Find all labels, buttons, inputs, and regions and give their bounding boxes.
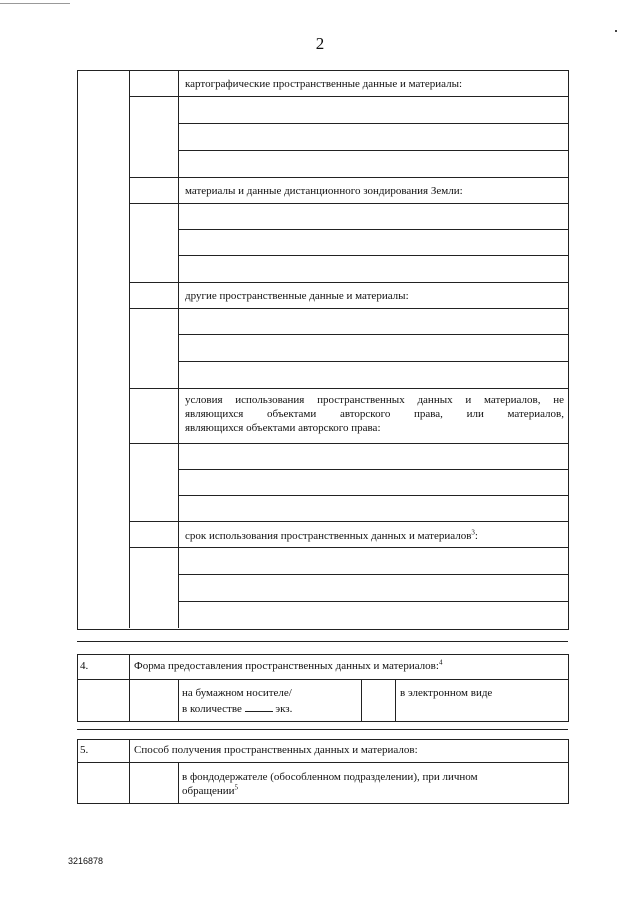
label-usage-conditions-line2: являющихся объектами авторского права, или материалов, xyxy=(185,408,564,420)
section-divider xyxy=(77,641,568,642)
row-sep xyxy=(129,388,568,389)
col-divider xyxy=(129,654,130,721)
option1-line2: обращении$^5$ xyxy=(182,783,238,797)
section4-title: Форма предоставления пространственных данных и материалов:$^4$ xyxy=(134,658,443,672)
col-divider-1 xyxy=(129,70,130,628)
row-sep xyxy=(129,203,568,204)
col-divider xyxy=(361,679,362,721)
label-remote-sensing: материалы и данные дистанционного зондирования Земли: xyxy=(185,185,463,197)
speck xyxy=(615,30,617,32)
blank-entry-line[interactable] xyxy=(178,255,568,256)
option1-line1: в фондодержателе (обособленном подразделении), при личном xyxy=(182,771,478,783)
row-sep xyxy=(129,443,568,444)
electronic-option: в электронном виде xyxy=(400,687,493,699)
blank-entry-line[interactable] xyxy=(178,361,568,362)
paper-option-line2: в количестве экз. xyxy=(182,703,293,715)
footnote-ref-5: 5 xyxy=(234,783,238,792)
section5-number: 5. xyxy=(80,744,89,756)
blank-entry-line[interactable] xyxy=(178,601,568,602)
col-divider xyxy=(178,762,179,803)
section4-number: 4. xyxy=(80,660,89,672)
document-id: 3216878 xyxy=(68,856,104,866)
blank-entry-line[interactable] xyxy=(178,123,568,124)
blank-entry-line[interactable] xyxy=(178,334,568,335)
row-sep xyxy=(129,96,568,97)
page-number: 2 xyxy=(315,34,325,53)
blank-entry-line[interactable] xyxy=(178,495,568,496)
section-divider xyxy=(77,729,568,730)
footnote-ref-3: 3 xyxy=(471,528,475,537)
label-usage-conditions-line3: являющихся объектами авторского права: xyxy=(185,422,381,434)
label-cartographic: картографические пространственные данные и материалы: xyxy=(185,78,463,90)
top-rule xyxy=(0,3,70,4)
col-divider xyxy=(129,739,130,803)
label-usage-conditions-line1: условия использования пространственных данных и материалов, не xyxy=(185,394,564,406)
row-sep xyxy=(77,679,568,680)
row-sep xyxy=(77,762,568,763)
row-sep xyxy=(129,282,568,283)
col-divider xyxy=(178,679,179,721)
row-sep xyxy=(129,308,568,309)
table1-border xyxy=(77,70,569,630)
copies-count-field[interactable] xyxy=(245,702,273,712)
label-other-data: другие пространственные данные и материалы: xyxy=(185,290,409,302)
footnote-ref-4: 4 xyxy=(438,658,443,667)
row-sep xyxy=(129,177,568,178)
blank-entry-line[interactable] xyxy=(178,229,568,230)
blank-entry-line[interactable] xyxy=(178,469,568,470)
section5-title: Способ получения пространственных данных и материалов: xyxy=(134,744,418,756)
col-divider-2 xyxy=(178,70,179,628)
label-usage-term: срок использования пространственных данных и материалов$^3$: xyxy=(185,528,478,542)
blank-entry-line[interactable] xyxy=(178,574,568,575)
paper-option-line1: на бумажном носителе/ xyxy=(182,687,292,699)
row-sep xyxy=(129,521,568,522)
row-sep xyxy=(129,547,568,548)
col-divider xyxy=(395,679,396,721)
blank-entry-line[interactable] xyxy=(178,150,568,151)
